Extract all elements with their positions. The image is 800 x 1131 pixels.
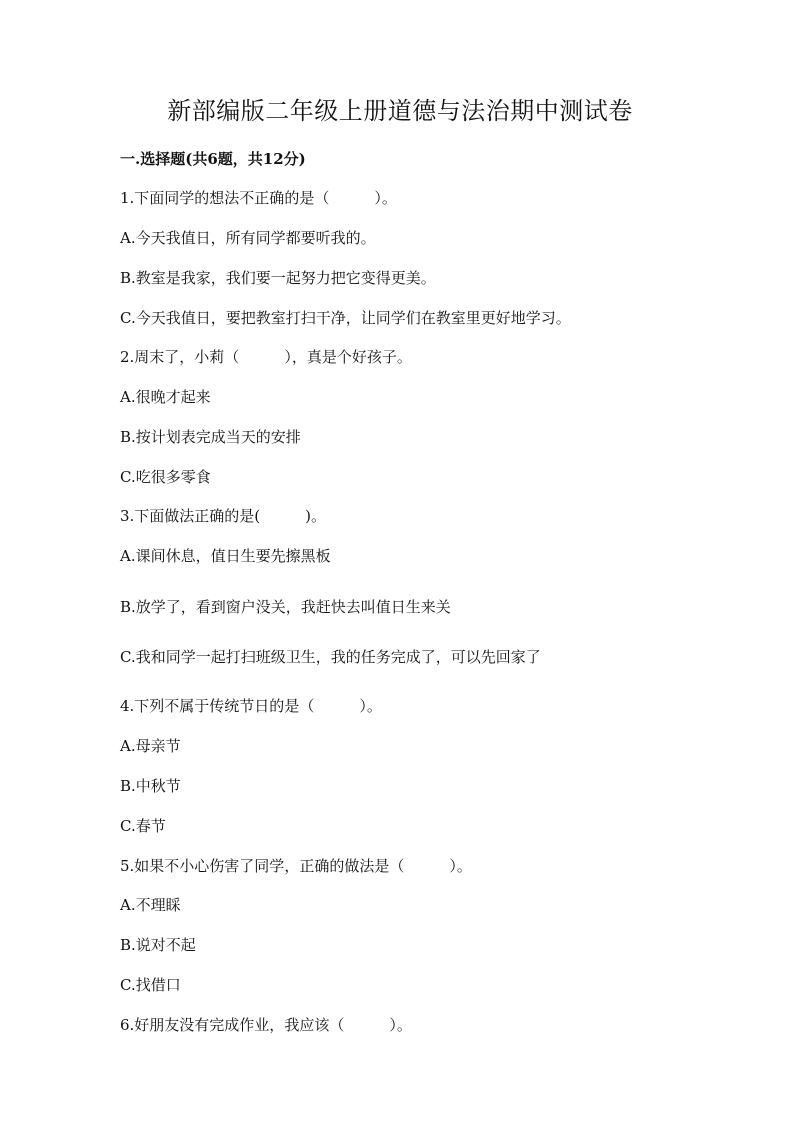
- question-stem: 4.下列不属于传统节日的是（ ）。: [120, 697, 382, 715]
- question-option: B.说对不起: [120, 936, 196, 954]
- question-option: A.今天我值日，所有同学都要听我的。: [120, 229, 376, 247]
- question-option: C.春节: [120, 817, 166, 835]
- question-option: C.今天我值日，要把教室打扫干净，让同学们在教室里更好地学习。: [120, 309, 571, 327]
- question-option: A.课间休息，值日生要先擦黑板: [120, 547, 331, 565]
- question-stem: 1.下面同学的想法不正确的是（ ）。: [120, 189, 397, 207]
- question-option: B.教室是我家，我们要一起努力把它变得更美。: [120, 269, 436, 287]
- question-option: A.母亲节: [120, 737, 181, 755]
- question-option: C.找借口: [120, 976, 181, 994]
- question-option: B.放学了，看到窗户没关，我赶快去叫值日生来关: [120, 598, 451, 616]
- question-option: C.吃很多零食: [120, 468, 211, 486]
- question-stem: 5.如果不小心伤害了同学，正确的做法是（ ）。: [120, 857, 472, 875]
- question-option: B.按计划表完成当天的安排: [120, 428, 301, 446]
- question-option: B.中秋节: [120, 777, 181, 795]
- exam-title: 新部编版二年级上册道德与法治期中测试卷: [167, 97, 633, 125]
- question-option: C.我和同学一起打扫班级卫生，我的任务完成了，可以先回家了: [120, 648, 541, 666]
- section-heading: 一.选择题(共6题，共12分): [120, 150, 306, 168]
- question-stem: 2.周末了，小莉（ ），真是个好孩子。: [120, 348, 412, 366]
- question-stem: 6.好朋友没有完成作业，我应该（ ）。: [120, 1016, 412, 1034]
- question-stem: 3.下面做法正确的是( )。: [120, 507, 327, 525]
- question-option: A.很晚才起来: [120, 388, 211, 406]
- question-option: A.不理睬: [120, 896, 181, 914]
